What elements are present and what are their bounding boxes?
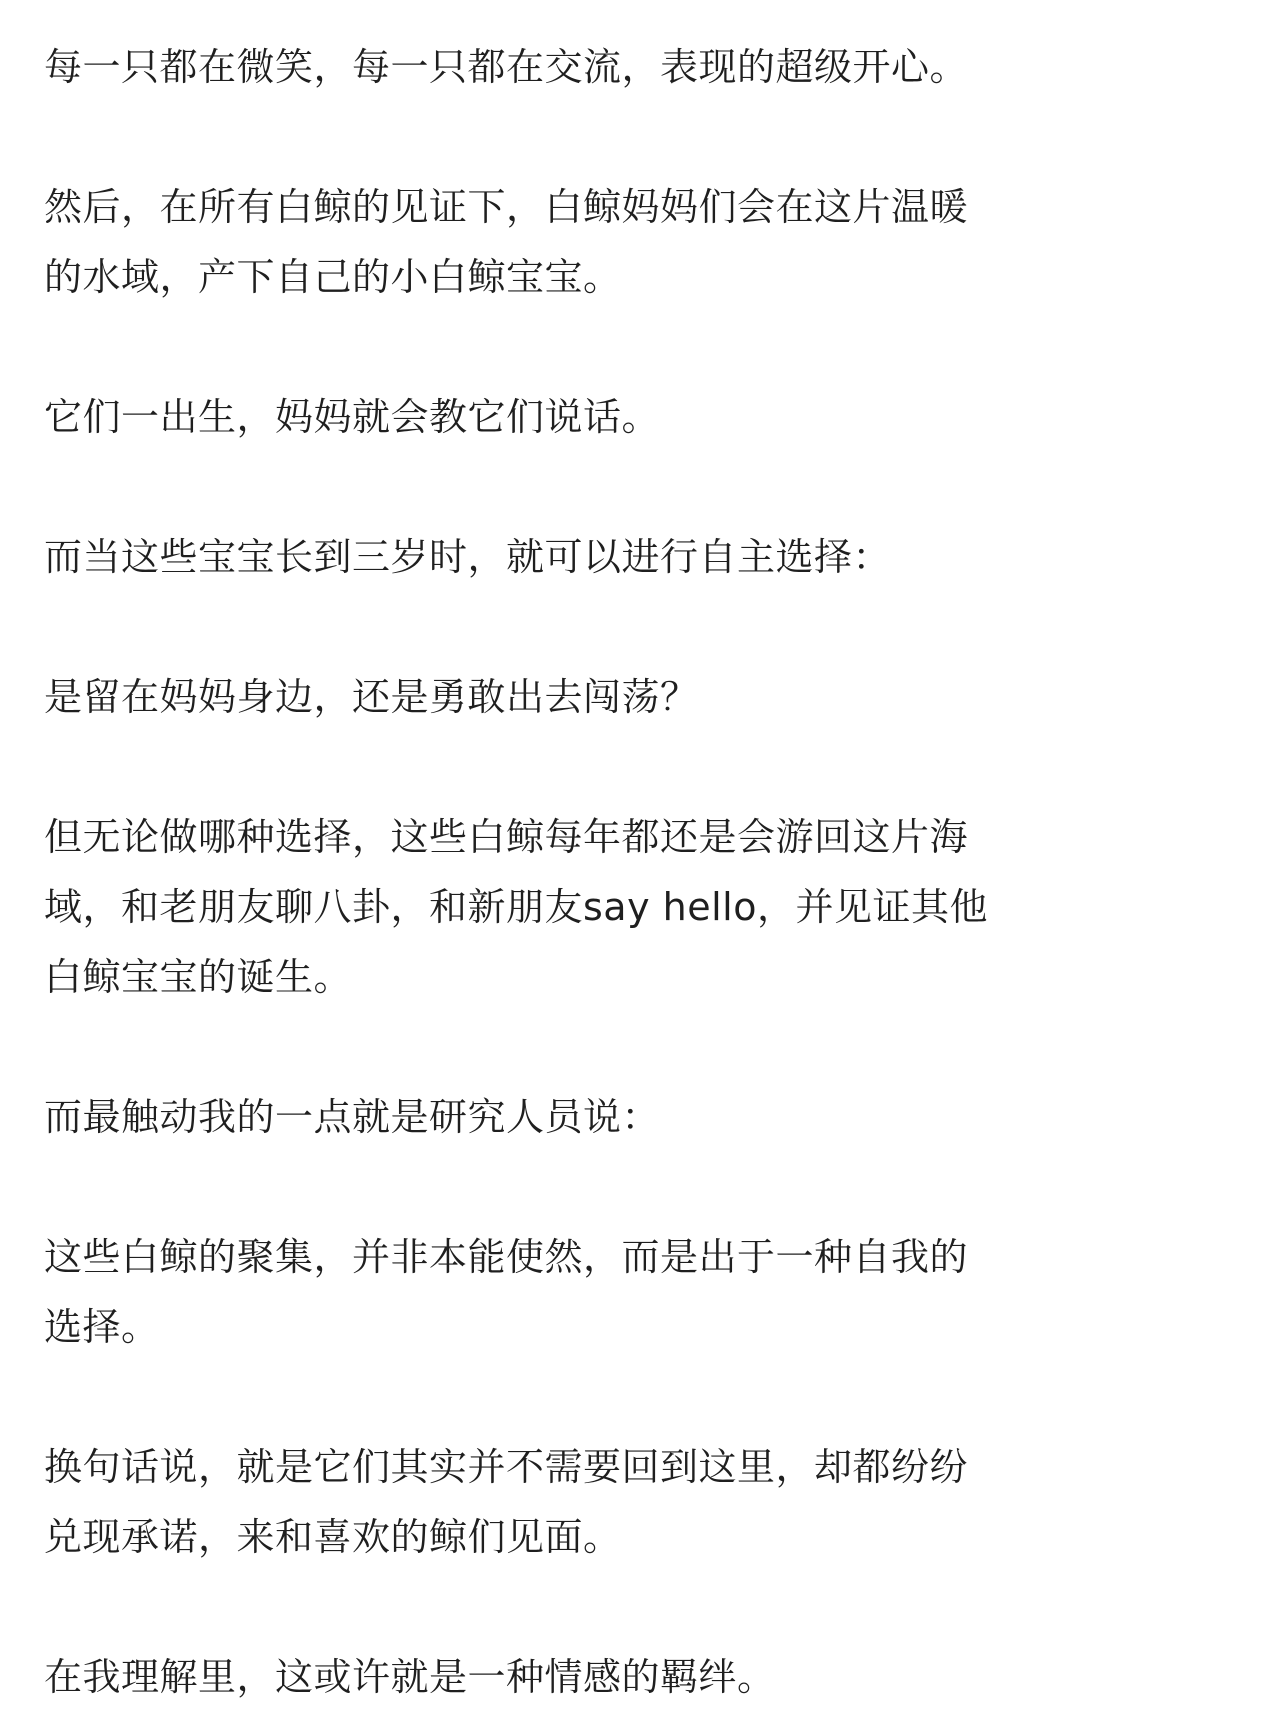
paragraph-4: 而当这些宝宝长到三岁时，就可以进行自主选择： xyxy=(44,535,892,579)
article-body xyxy=(44,32,1244,1712)
paragraph-10: 在我理解里，这或许就是一种情感的羁绊。 xyxy=(44,1655,776,1699)
paragraph-1: 每一只都在微笑，每一只都在交流，表现的超级开心。 xyxy=(44,45,969,89)
paragraph-9: 换句话说，就是它们其实并不需要回到这里，却都纷纷 兑现承诺，来和喜欢的鲸们见面。 xyxy=(44,1445,969,1559)
paragraph-5: 是留在妈妈身边，还是勇敢出去闯荡？ xyxy=(44,675,699,719)
paragraph-3: 它们一出生，妈妈就会教它们说话。 xyxy=(44,395,661,439)
paragraph-8: 这些白鲸的聚集，并非本能使然，而是出于一种自我的 选择。 xyxy=(44,1235,969,1349)
paragraph-6: 但无论做哪种选择，这些白鲸每年都还是会游回这片海 域，和老朋友聊八卦，和新朋友say hello，并见证其他 白鲸宝宝的诞生。 xyxy=(44,815,988,999)
paragraph-2: 然后，在所有白鲸的见证下，白鲸妈妈们会在这片温暖 的水域，产下自己的小白鲸宝宝。 xyxy=(44,185,969,299)
paragraph-7: 而最触动我的一点就是研究人员说： xyxy=(44,1095,661,1139)
